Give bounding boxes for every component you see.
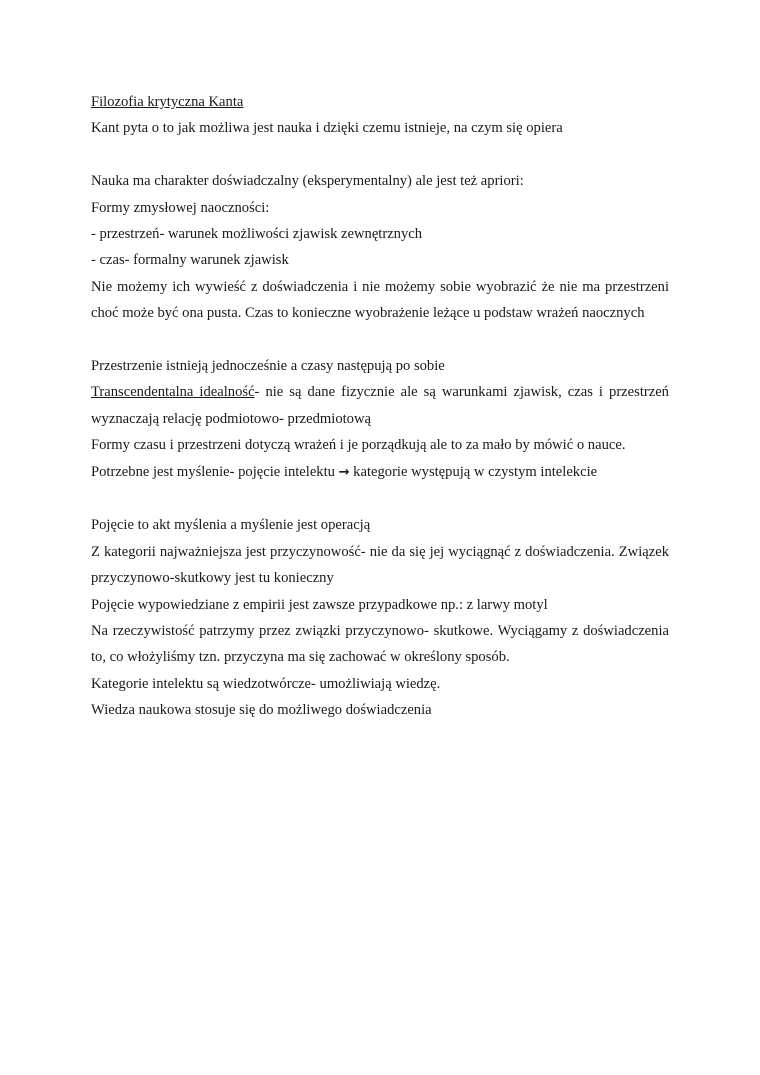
paragraph-categories: Kategorie intelektu są wiedzotwórcze- umożliwiają wiedzę. bbox=[91, 675, 441, 692]
document-title bbox=[91, 89, 669, 115]
paragraph-experience: Nie możemy ich wywieść z doświadczenia i nie możemy sobie wyobrazić że nie ma przestrzeni choć może być ona pusta. Czas to konieczne wyobrażenie leżące u podstaw wrażeń naocznych bbox=[91, 278, 669, 322]
paragraph-reality: Na rzeczywistość patrzymy przez związki przyczynowo- skutkowe. Wyciągamy z doświadczenia to, co włożyliśmy tzn. przyczyna ma się zachować w określony sposób. bbox=[91, 623, 669, 666]
paragraph-thinking-needed bbox=[91, 459, 669, 486]
blank-line bbox=[91, 486, 669, 512]
paragraph-causality: Z kategorii najważniejsza jest przyczynowość- nie da się jej wyciągnąć z doświadczenia. Związek przyczynowo-skutkowy jest tu konieczny bbox=[91, 543, 669, 587]
paragraph-empirical-concept: Pojęcie wypowiedziane z empirii jest zawsze przypadkowe np.: z larwy motyl bbox=[91, 596, 548, 613]
right-arrow-icon: → bbox=[338, 464, 350, 480]
blank-line bbox=[91, 142, 669, 168]
paragraph-kant-question: Kant pyta o to jak możliwa jest nauka i dzięki czemu istnieje, na czym się opiera bbox=[91, 120, 563, 137]
paragraph-concept: Pojęcie to akt myślenia a myślenie jest operacją bbox=[91, 517, 371, 534]
term-transcendental-ideality: Transcendentalna idealność bbox=[91, 384, 255, 401]
document-title-text: Filozofia krytyczna Kanta bbox=[91, 94, 244, 110]
blank-line bbox=[91, 327, 669, 353]
list-item-time: - czas- formalny warunek zjawisk bbox=[91, 252, 289, 269]
paragraph-spaces-times: Przestrzenie istnieją jednocześnie a czasy następują po sobie bbox=[91, 358, 445, 375]
paragraph-forms-heading: Formy zmysłowej naoczności: bbox=[91, 199, 270, 216]
list-item-space: - przestrzeń- warunek możliwości zjawisk zewnętrznych bbox=[91, 226, 423, 243]
paragraph-forms-of-time-space: Formy czasu i przestrzeni dotyczą wrażeń i je porządkują ale to za mało by mówić o nauce. bbox=[91, 437, 626, 454]
paragraph-transcendental-ideality bbox=[91, 379, 669, 432]
paragraph-transcendental-ideality-text: - nie są dane fizycznie ale są warunkami zjawisk, czas i przestrzeń wyznaczają relację podmiotowo- przedmiotową bbox=[91, 384, 669, 427]
paragraph-thinking-text-b: kategorie występują w czystym intelekcie bbox=[349, 463, 598, 480]
paragraph-thinking-text-a: Potrzebne jest myślenie- pojęcie intelektu bbox=[91, 463, 339, 480]
paragraph-science-character: Nauka ma charakter doświadczalny (eksperymentalny) ale jest też apriori: bbox=[91, 173, 524, 190]
document-body bbox=[91, 89, 669, 724]
paragraph-knowledge: Wiedza naukowa stosuje się do możliwego doświadczenia bbox=[91, 702, 432, 719]
